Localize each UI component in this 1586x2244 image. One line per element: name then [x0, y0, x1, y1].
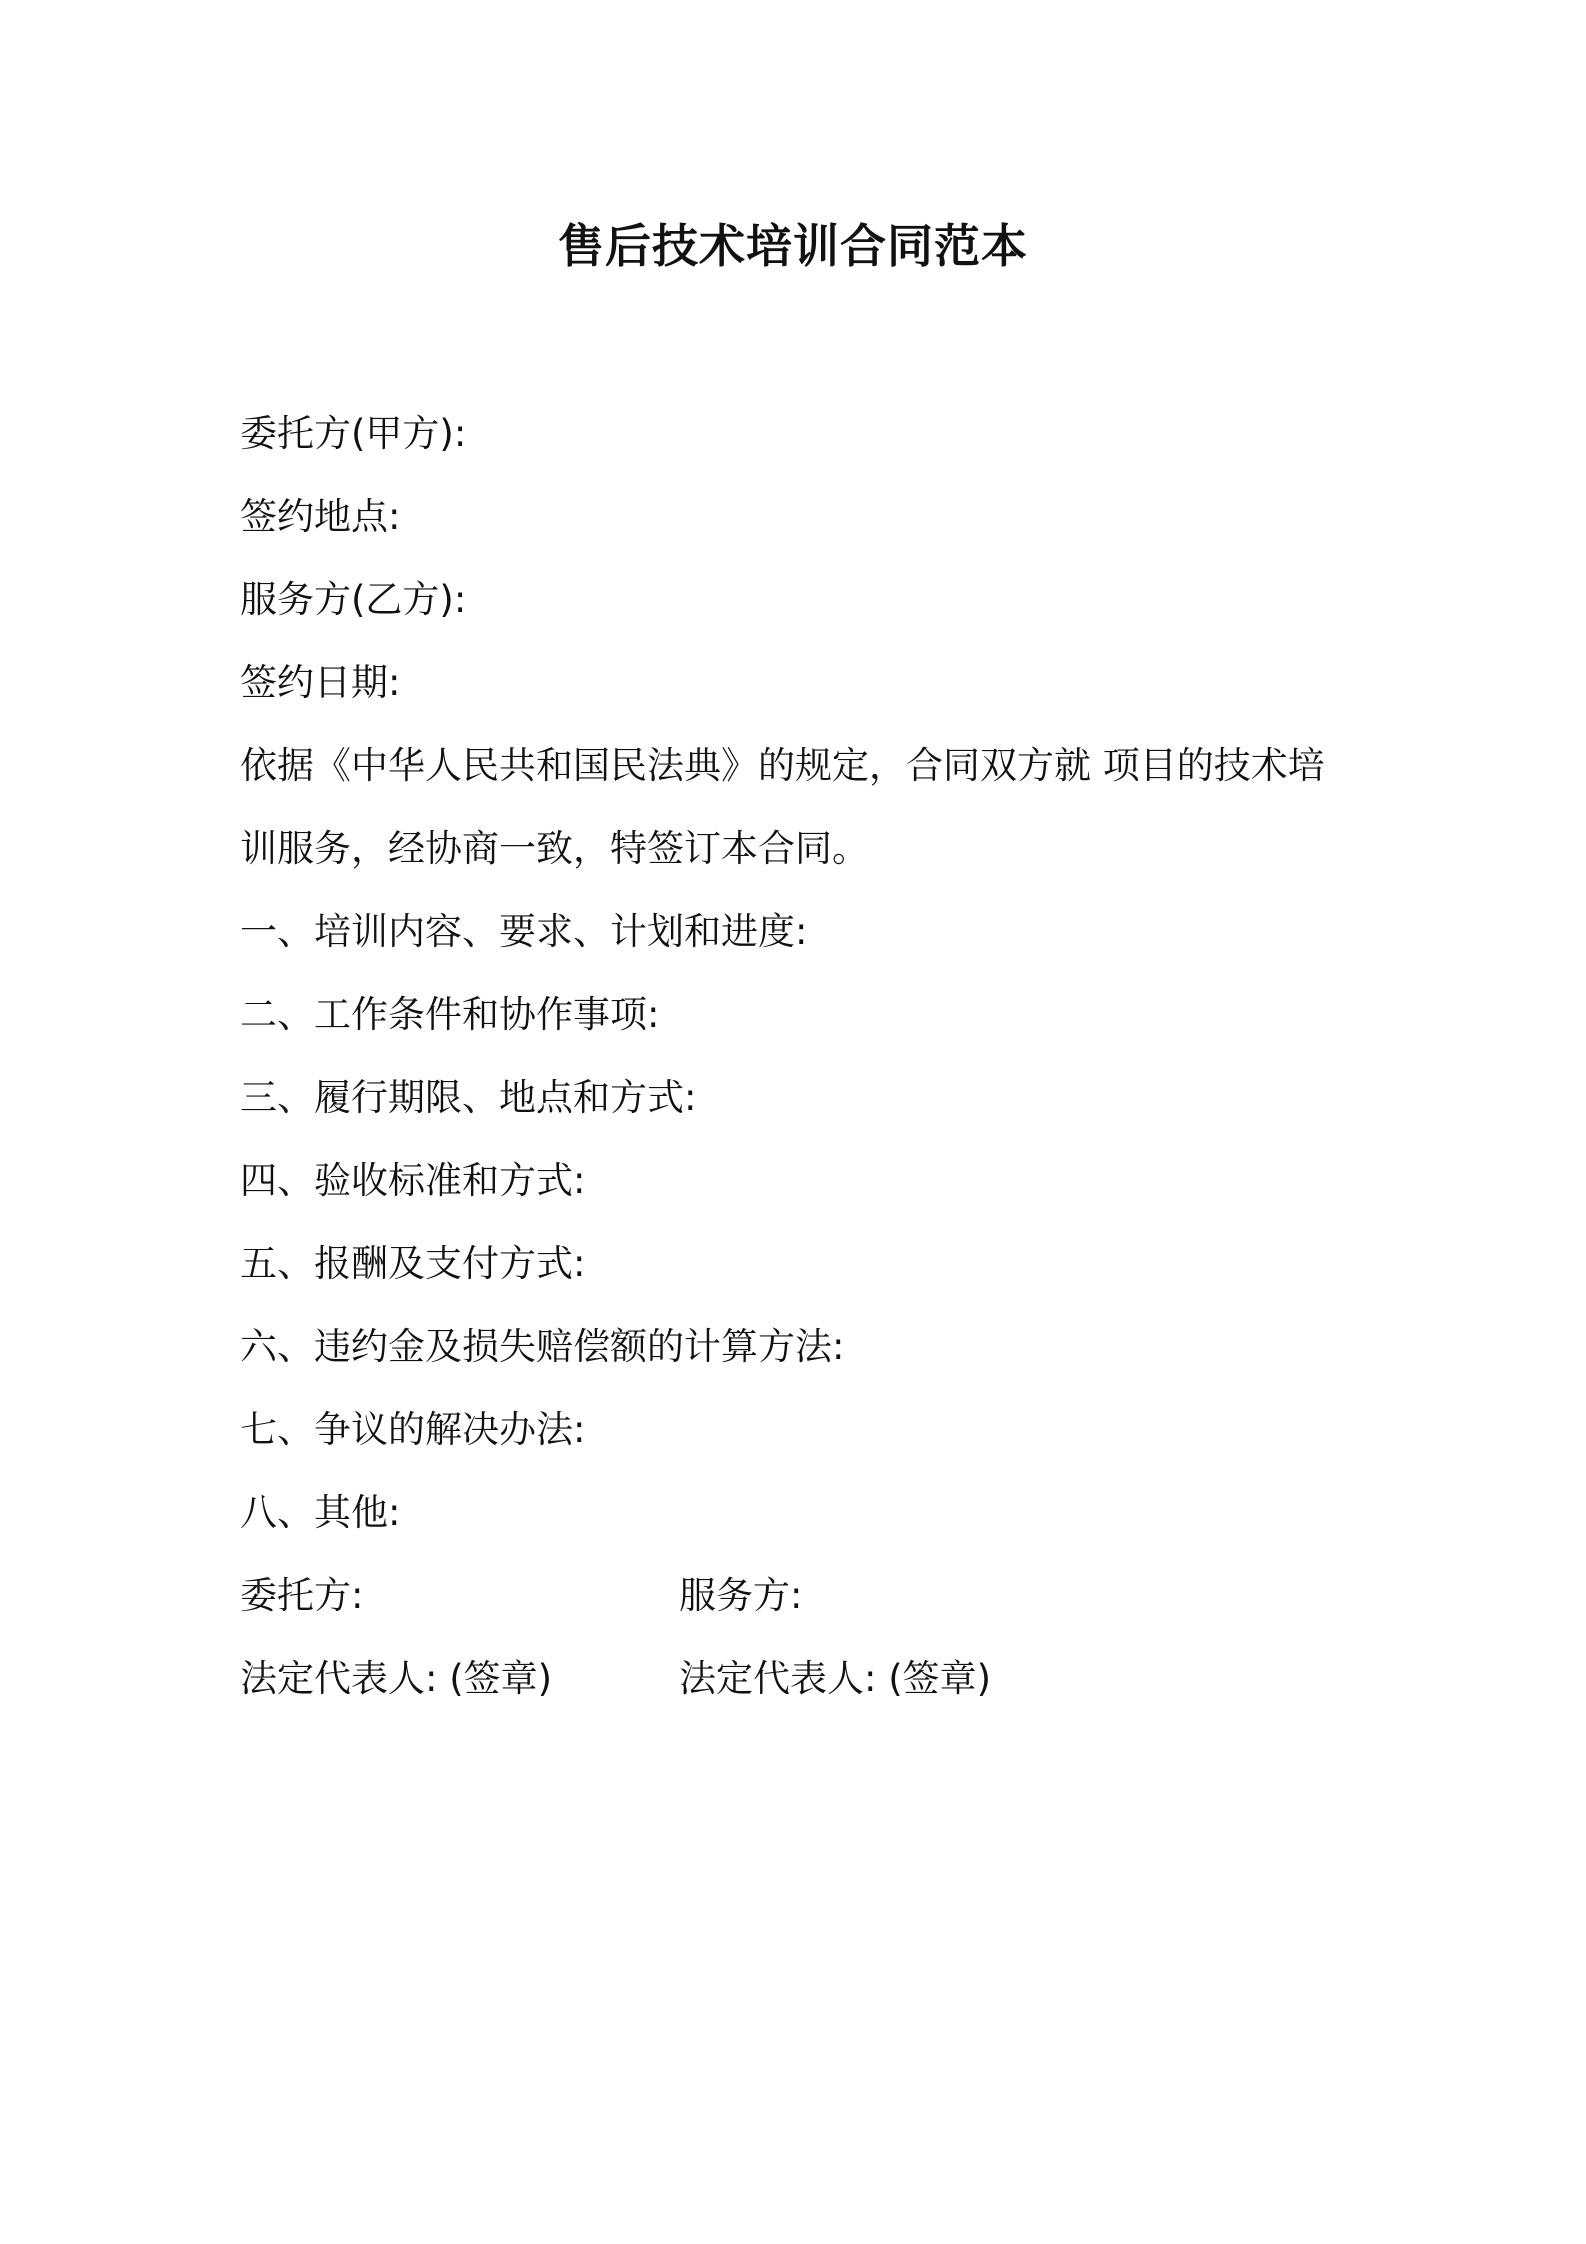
section-heading: 六、违约金及损失赔偿额的计算方法: — [240, 1325, 845, 1368]
preamble-line: 训服务，经协商一致，特签订本合同。 — [240, 827, 869, 870]
client-representative-label: 法定代表人: (签章) — [240, 1657, 553, 1700]
signature-party-row — [240, 1554, 1440, 1637]
section-heading: 一、培训内容、要求、计划和进度: — [240, 910, 808, 953]
document-title: 售后技术培训合同范本 — [558, 219, 1028, 273]
client-signature-label: 委托方: — [240, 1574, 364, 1617]
provider-signature-label: 服务方: — [679, 1574, 803, 1617]
provider-representative-label: 法定代表人: (签章) — [679, 1657, 992, 1700]
section-heading: 七、争议的解决办法: — [240, 1408, 586, 1451]
section-heading: 五、报酬及支付方式: — [240, 1242, 586, 1285]
contract-body — [240, 392, 1440, 1720]
preamble-line: 依据《中华人民共和国民法典》的规定，合同双方就 项目的技术培 — [240, 744, 1325, 787]
section-heading: 三、履行期限、地点和方式: — [240, 1076, 697, 1119]
signing-location-field: 签约地点: — [240, 495, 401, 538]
section-heading: 四、验收标准和方式: — [240, 1159, 586, 1202]
signing-date-field: 签约日期: — [240, 661, 401, 704]
signature-representative-row — [240, 1637, 1440, 1720]
party-a-field: 委托方(甲方): — [240, 412, 467, 455]
section-heading: 二、工作条件和协作事项: — [240, 993, 660, 1036]
section-heading: 八、其他: — [240, 1491, 401, 1534]
party-b-field: 服务方(乙方): — [240, 578, 467, 621]
